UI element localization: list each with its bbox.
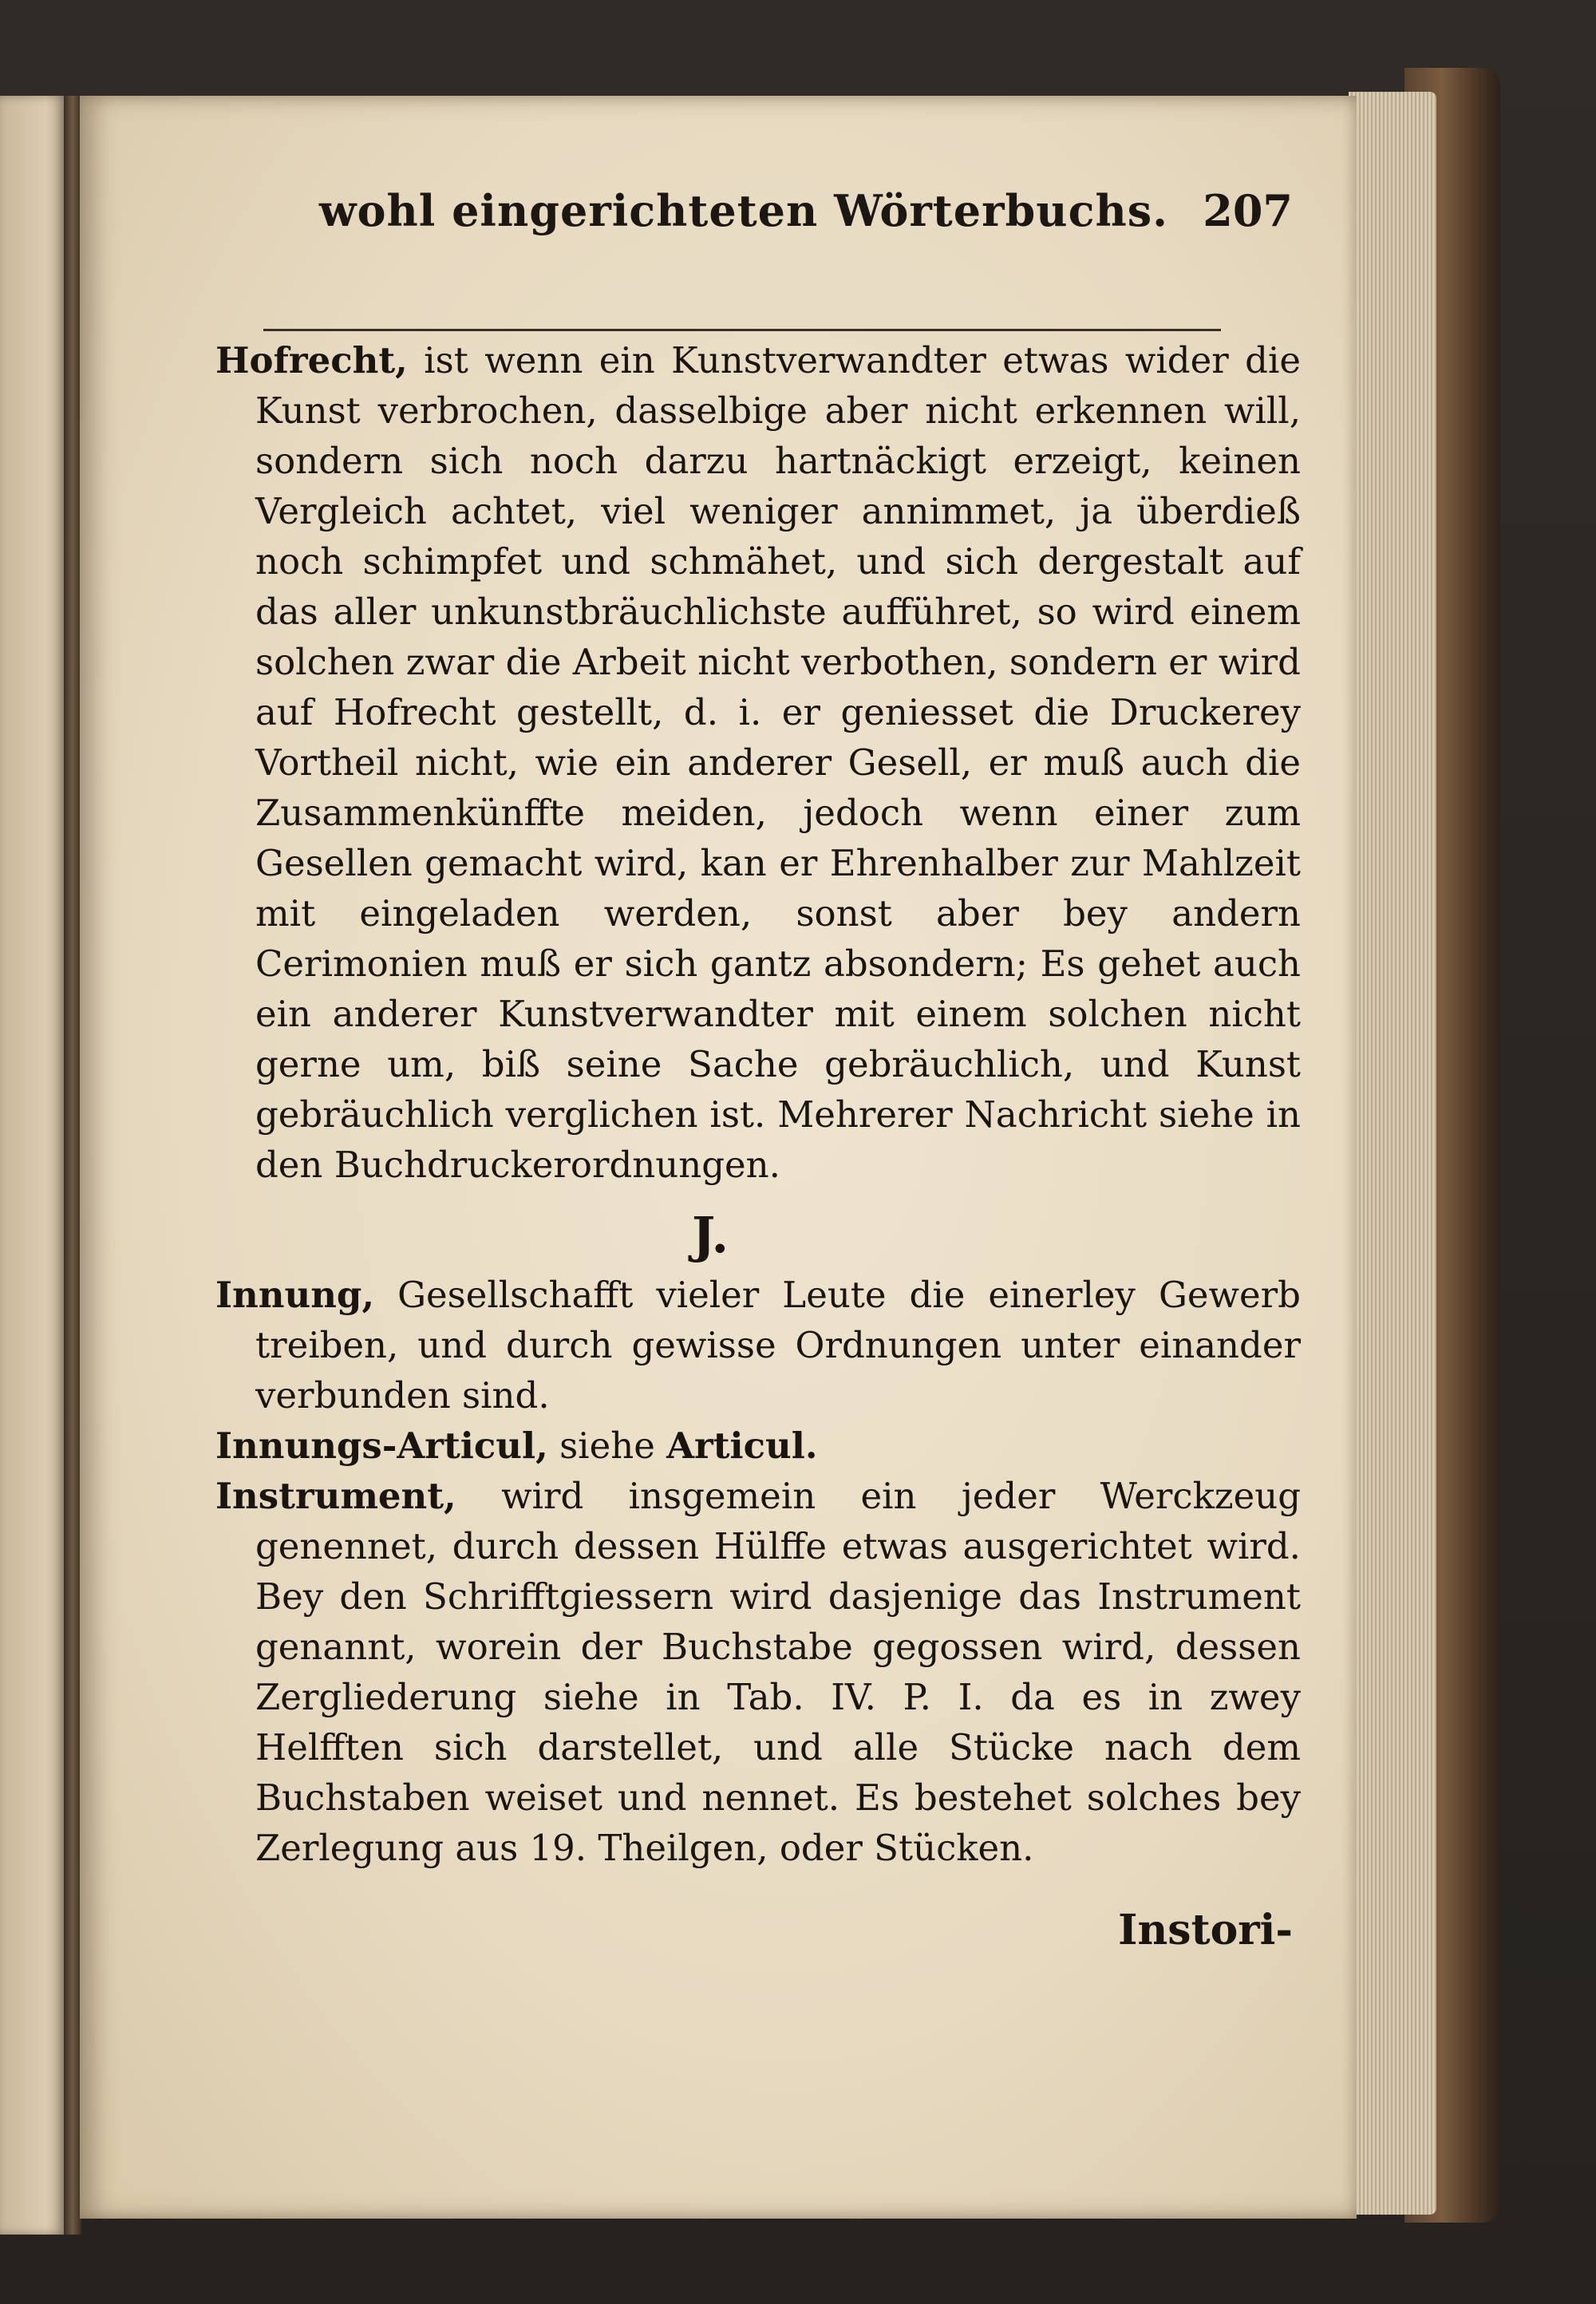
running-title: wohl eingerichteten Wörterbuchs. (319, 185, 1168, 236)
lemma-hofrecht: Hofrecht, (215, 339, 408, 381)
page-edges (1349, 92, 1436, 2215)
section-letter: J. (691, 1206, 729, 1264)
entry-innungs-articul (215, 1421, 1301, 1471)
lemma-instrument: Instrument, (215, 1475, 456, 1517)
catchword: Instori- (1118, 1906, 1293, 1954)
page-number: 207 (1203, 185, 1293, 236)
see-text: siehe (559, 1425, 655, 1467)
previous-page (0, 96, 65, 2235)
book-page (80, 96, 1357, 2219)
dictionary-text (215, 335, 1301, 1955)
entry-hofrecht (215, 335, 1301, 1190)
cross-reference: Articul. (666, 1425, 818, 1467)
lemma-innungs-articul: Innungs-Articul, (215, 1425, 548, 1467)
definition-hofrecht: ist wenn ein Kunstverwandter etwas wider die Kunst verbrochen, dasselbige aber nicht erkennen will, sondern sich noch darzu hartnäckigt erzeigt, keinen Vergleich achtet, viel weniger annimmet, ja überdieß noch schimpfet und schmähet, und sich dergestalt auf das aller unkunstbräuchlichste aufführet, so wird einem solchen zwar die Arbeit nicht verbothen, sondern er wird auf Hofrecht gestellt, d. i. er geniesset die Druckerey Vortheil nicht, wie ein anderer Gesell, er muß auch die Zusammenkünffte meiden, jedoch wenn einer zum Gesellen gemacht wird, kan er Ehrenhalber zur Mahlzeit mit eingeladen werden, sonst aber bey andern Cerimonien muß er sich gantz absondern; Es gehet auch ein anderer Kunstverwandter mit einem solchen nicht gerne um, biß seine Sache gebräuchlich, und Kunst gebräuchlich verglichen ist. Mehrerer Nachricht siehe in den Buchdruckerordnungen. (255, 339, 1301, 1186)
header-rule (263, 329, 1221, 331)
entry-innung (215, 1270, 1301, 1421)
entry-instrument (215, 1471, 1301, 1873)
definition-innung: Gesellschafft vieler Leute die einerley Gewerb treiben, und durch gewisse Ordnungen unter einander verbunden sind. (255, 1274, 1301, 1417)
page-header (319, 168, 1293, 263)
book-gutter (64, 96, 81, 2235)
lemma-innung: Innung, (215, 1274, 375, 1316)
definition-instrument: wird insgemein ein jeder Werckzeug genennet, durch dessen Hülffe etwas ausgerichtet wird. Bey den Schrifftgiessern wird dasjenige das Instrument genannt, worein der Buchstabe gegossen wird, dessen Zergliederung siehe in Tab. IV. P. I. da es in zwey Helfften sich darstellet, und alle Stücke nach dem Buchstaben weiset und nennet. Es bestehet solches bey Zerlegung aus 19. Theilgen, oder Stücken. (255, 1475, 1301, 1869)
